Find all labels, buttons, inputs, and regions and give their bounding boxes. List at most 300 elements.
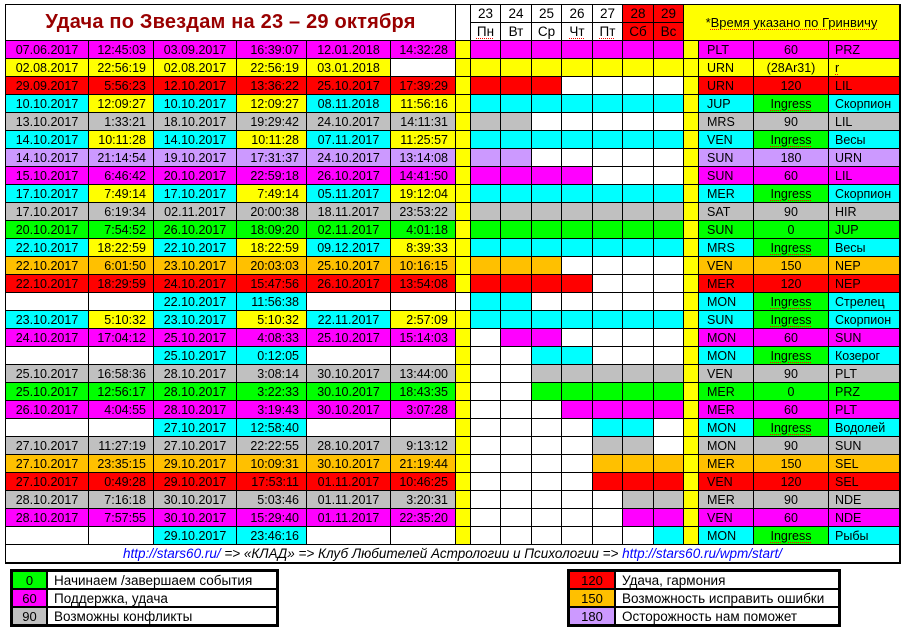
day-grid-cell-r10-d29[interactable] [654, 203, 684, 221]
time-cell-r19-c2[interactable]: 16:58:36 [89, 365, 154, 383]
day-grid-cell-r25-d26[interactable] [562, 473, 593, 491]
date-cell-r24-c5[interactable]: 30.10.2017 [307, 455, 391, 473]
time-cell-r27-c4[interactable]: 15:29:40 [237, 509, 307, 527]
target-cell-r27[interactable]: NDE [829, 509, 900, 527]
day-grid-cell-r20-d29[interactable] [654, 383, 684, 401]
day-grid-cell-r25-d29[interactable] [654, 473, 684, 491]
date-cell-r15-c5[interactable] [307, 293, 391, 311]
day-grid-cell-r27-d28[interactable] [623, 509, 654, 527]
day-grid-cell-r8-d23[interactable] [471, 167, 501, 185]
day-grid-cell-r28-d28[interactable] [623, 527, 654, 545]
planet-cell-r25[interactable]: VEN [699, 473, 754, 491]
planet-cell-r20[interactable]: MER [699, 383, 754, 401]
time-cell-r11-c6[interactable]: 4:01:18 [391, 221, 456, 239]
time-cell-r18-c2[interactable] [89, 347, 154, 365]
day-grid-cell-r4-d29[interactable] [654, 95, 684, 113]
day-grid-cell-r13-d29[interactable] [654, 257, 684, 275]
day-grid-cell-r6-d23[interactable] [471, 131, 501, 149]
day-grid-cell-r22-d29[interactable] [654, 419, 684, 437]
time-cell-r1-c6[interactable]: 14:32:28 [391, 41, 456, 59]
target-cell-r3[interactable]: LIL [829, 77, 900, 95]
date-cell-r28-c1[interactable] [6, 527, 89, 545]
planet-cell-r21[interactable]: MER [699, 401, 754, 419]
day-grid-cell-r7-d23[interactable] [471, 149, 501, 167]
date-cell-r12-c1[interactable]: 22.10.2017 [6, 239, 89, 257]
time-cell-r7-c2[interactable]: 21:14:54 [89, 149, 154, 167]
day-grid-cell-r15-d29[interactable] [654, 293, 684, 311]
date-cell-r10-c1[interactable]: 17.10.2017 [6, 203, 89, 221]
day-grid-cell-r18-d26[interactable] [562, 347, 593, 365]
date-cell-r19-c3[interactable]: 28.10.2017 [154, 365, 237, 383]
day-grid-cell-r12-d24[interactable] [501, 239, 532, 257]
aspect-value-cell-r13[interactable]: 150 [754, 257, 829, 275]
day-grid-cell-r22-d25[interactable] [532, 419, 562, 437]
date-cell-r4-c5[interactable]: 08.11.2018 [307, 95, 391, 113]
day-grid-cell-r12-d25[interactable] [532, 239, 562, 257]
time-cell-r8-c2[interactable]: 6:46:42 [89, 167, 154, 185]
planet-cell-r12[interactable]: MRS [699, 239, 754, 257]
time-cell-r20-c2[interactable]: 12:56:17 [89, 383, 154, 401]
time-cell-r5-c4[interactable]: 19:29:42 [237, 113, 307, 131]
time-cell-r26-c4[interactable]: 5:03:46 [237, 491, 307, 509]
day-name-29[interactable]: Вс [654, 23, 684, 41]
day-grid-cell-r11-d23[interactable] [471, 221, 501, 239]
day-grid-cell-r5-d24[interactable] [501, 113, 532, 131]
day-grid-cell-r8-d27[interactable] [593, 167, 623, 185]
day-grid-cell-r4-d27[interactable] [593, 95, 623, 113]
time-cell-r16-c2[interactable]: 5:10:32 [89, 311, 154, 329]
day-grid-cell-r24-d27[interactable] [593, 455, 623, 473]
target-cell-r13[interactable]: NEP [829, 257, 900, 275]
date-cell-r1-c1[interactable]: 07.06.2017 [6, 41, 89, 59]
day-grid-cell-r27-d29[interactable] [654, 509, 684, 527]
day-name-25[interactable]: Ср [532, 23, 562, 41]
planet-cell-r19[interactable]: VEN [699, 365, 754, 383]
time-cell-r21-c6[interactable]: 3:07:28 [391, 401, 456, 419]
day-grid-cell-r7-d28[interactable] [623, 149, 654, 167]
date-cell-r7-c5[interactable]: 24.10.2017 [307, 149, 391, 167]
target-cell-r11[interactable]: JUP [829, 221, 900, 239]
time-cell-r14-c2[interactable]: 18:29:59 [89, 275, 154, 293]
target-cell-r15[interactable]: Стрелец [829, 293, 900, 311]
date-cell-r22-c5[interactable] [307, 419, 391, 437]
target-cell-r6[interactable]: Весы [829, 131, 900, 149]
day-grid-cell-r1-d27[interactable] [593, 41, 623, 59]
date-cell-r16-c1[interactable]: 23.10.2017 [6, 311, 89, 329]
planet-cell-r6[interactable]: VEN [699, 131, 754, 149]
planet-cell-r1[interactable]: PLT [699, 41, 754, 59]
day-grid-cell-r6-d25[interactable] [532, 131, 562, 149]
date-cell-r21-c5[interactable]: 30.10.2017 [307, 401, 391, 419]
day-grid-cell-r7-d24[interactable] [501, 149, 532, 167]
day-grid-cell-r28-d25[interactable] [532, 527, 562, 545]
time-cell-r26-c2[interactable]: 7:16:18 [89, 491, 154, 509]
date-cell-r25-c3[interactable]: 29.10.2017 [154, 473, 237, 491]
time-cell-r20-c4[interactable]: 3:22:33 [237, 383, 307, 401]
day-grid-cell-r22-d27[interactable] [593, 419, 623, 437]
day-grid-cell-r1-d26[interactable] [562, 41, 593, 59]
aspect-value-cell-r3[interactable]: 120 [754, 77, 829, 95]
time-cell-r9-c6[interactable]: 19:12:04 [391, 185, 456, 203]
day-grid-cell-r21-d23[interactable] [471, 401, 501, 419]
time-cell-r17-c2[interactable]: 17:04:12 [89, 329, 154, 347]
day-grid-cell-r16-d23[interactable] [471, 311, 501, 329]
aspect-value-cell-r22[interactable]: Ingress [754, 419, 829, 437]
aspect-value-cell-r7[interactable]: 180 [754, 149, 829, 167]
time-cell-r4-c6[interactable]: 11:56:16 [391, 95, 456, 113]
aspect-value-cell-r1[interactable]: 60 [754, 41, 829, 59]
planet-cell-r5[interactable]: MRS [699, 113, 754, 131]
target-cell-r26[interactable]: NDE [829, 491, 900, 509]
day-grid-cell-r28-d27[interactable] [593, 527, 623, 545]
time-cell-r28-c6[interactable] [391, 527, 456, 545]
day-number-29[interactable]: 29 [654, 5, 684, 23]
day-name-27[interactable]: Пт [593, 23, 623, 41]
target-cell-r4[interactable]: Скорпион [829, 95, 900, 113]
time-cell-r26-c6[interactable]: 3:20:31 [391, 491, 456, 509]
day-grid-cell-r5-d27[interactable] [593, 113, 623, 131]
planet-cell-r7[interactable]: SUN [699, 149, 754, 167]
day-grid-cell-r19-d24[interactable] [501, 365, 532, 383]
day-grid-cell-r15-d25[interactable] [532, 293, 562, 311]
time-cell-r24-c2[interactable]: 23:35:15 [89, 455, 154, 473]
day-grid-cell-r6-d28[interactable] [623, 131, 654, 149]
day-grid-cell-r25-d24[interactable] [501, 473, 532, 491]
aspect-value-cell-r24[interactable]: 150 [754, 455, 829, 473]
day-grid-cell-r17-d23[interactable] [471, 329, 501, 347]
planet-cell-r28[interactable]: MON [699, 527, 754, 545]
target-cell-r12[interactable]: Весы [829, 239, 900, 257]
day-number-28[interactable]: 28 [623, 5, 654, 23]
aspect-value-cell-r25[interactable]: 120 [754, 473, 829, 491]
day-grid-cell-r1-d23[interactable] [471, 41, 501, 59]
time-cell-r12-c2[interactable]: 18:22:59 [89, 239, 154, 257]
date-cell-r6-c1[interactable]: 14.10.2017 [6, 131, 89, 149]
planet-cell-r24[interactable]: MER [699, 455, 754, 473]
day-grid-cell-r3-d25[interactable] [532, 77, 562, 95]
date-cell-r20-c5[interactable]: 30.10.2017 [307, 383, 391, 401]
time-cell-r28-c2[interactable] [89, 527, 154, 545]
aspect-value-cell-r4[interactable]: Ingress [754, 95, 829, 113]
day-grid-cell-r18-d29[interactable] [654, 347, 684, 365]
day-grid-cell-r4-d25[interactable] [532, 95, 562, 113]
day-grid-cell-r18-d25[interactable] [532, 347, 562, 365]
day-grid-cell-r6-d26[interactable] [562, 131, 593, 149]
day-grid-cell-r18-d24[interactable] [501, 347, 532, 365]
date-cell-r11-c1[interactable]: 20.10.2017 [6, 221, 89, 239]
target-cell-r1[interactable]: PRZ [829, 41, 900, 59]
day-number-24[interactable]: 24 [501, 5, 532, 23]
date-cell-r3-c3[interactable]: 12.10.2017 [154, 77, 237, 95]
day-grid-cell-r3-d23[interactable] [471, 77, 501, 95]
date-cell-r1-c3[interactable]: 03.09.2017 [154, 41, 237, 59]
day-grid-cell-r13-d28[interactable] [623, 257, 654, 275]
day-grid-cell-r24-d28[interactable] [623, 455, 654, 473]
date-cell-r20-c1[interactable]: 25.10.2017 [6, 383, 89, 401]
day-grid-cell-r7-d25[interactable] [532, 149, 562, 167]
day-grid-cell-r8-d24[interactable] [501, 167, 532, 185]
day-grid-cell-r14-d25[interactable] [532, 275, 562, 293]
day-grid-cell-r21-d26[interactable] [562, 401, 593, 419]
day-grid-cell-r11-d29[interactable] [654, 221, 684, 239]
day-grid-cell-r26-d26[interactable] [562, 491, 593, 509]
day-grid-cell-r4-d28[interactable] [623, 95, 654, 113]
time-cell-r2-c6[interactable] [391, 59, 456, 77]
day-grid-cell-r20-d28[interactable] [623, 383, 654, 401]
day-grid-cell-r21-d24[interactable] [501, 401, 532, 419]
target-cell-r16[interactable]: Скорпион [829, 311, 900, 329]
day-grid-cell-r27-d26[interactable] [562, 509, 593, 527]
date-cell-r14-c3[interactable]: 24.10.2017 [154, 275, 237, 293]
date-cell-r9-c1[interactable]: 17.10.2017 [6, 185, 89, 203]
target-cell-r23[interactable]: SUN [829, 437, 900, 455]
day-grid-cell-r9-d29[interactable] [654, 185, 684, 203]
aspect-value-cell-r15[interactable]: Ingress [754, 293, 829, 311]
aspect-value-cell-r20[interactable]: 0 [754, 383, 829, 401]
day-grid-cell-r9-d26[interactable] [562, 185, 593, 203]
day-grid-cell-r22-d23[interactable] [471, 419, 501, 437]
time-cell-r12-c6[interactable]: 8:39:33 [391, 239, 456, 257]
planet-cell-r27[interactable]: VEN [699, 509, 754, 527]
day-grid-cell-r12-d28[interactable] [623, 239, 654, 257]
day-grid-cell-r24-d23[interactable] [471, 455, 501, 473]
aspect-value-cell-r9[interactable]: Ingress [754, 185, 829, 203]
aspect-value-cell-r5[interactable]: 90 [754, 113, 829, 131]
aspect-value-cell-r8[interactable]: 60 [754, 167, 829, 185]
time-cell-r8-c4[interactable]: 22:59:18 [237, 167, 307, 185]
time-cell-r14-c6[interactable]: 13:54:08 [391, 275, 456, 293]
time-cell-r6-c4[interactable]: 10:11:28 [237, 131, 307, 149]
date-cell-r15-c3[interactable]: 22.10.2017 [154, 293, 237, 311]
day-grid-cell-r27-d27[interactable] [593, 509, 623, 527]
day-grid-cell-r24-d29[interactable] [654, 455, 684, 473]
date-cell-r20-c3[interactable]: 28.10.2017 [154, 383, 237, 401]
date-cell-r18-c1[interactable] [6, 347, 89, 365]
day-grid-cell-r10-d25[interactable] [532, 203, 562, 221]
day-grid-cell-r12-d27[interactable] [593, 239, 623, 257]
time-cell-r15-c6[interactable] [391, 293, 456, 311]
aspect-value-cell-r23[interactable]: 90 [754, 437, 829, 455]
planet-cell-r14[interactable]: MER [699, 275, 754, 293]
aspect-value-cell-r2[interactable]: (28Ar31) [754, 59, 829, 77]
day-grid-cell-r16-d26[interactable] [562, 311, 593, 329]
day-grid-cell-r17-d26[interactable] [562, 329, 593, 347]
day-grid-cell-r26-d28[interactable] [623, 491, 654, 509]
day-grid-cell-r2-d24[interactable] [501, 59, 532, 77]
day-grid-cell-r26-d24[interactable] [501, 491, 532, 509]
time-cell-r17-c4[interactable]: 4:08:33 [237, 329, 307, 347]
time-cell-r23-c6[interactable]: 9:13:12 [391, 437, 456, 455]
day-grid-cell-r21-d27[interactable] [593, 401, 623, 419]
day-grid-cell-r3-d26[interactable] [562, 77, 593, 95]
day-grid-cell-r14-d26[interactable] [562, 275, 593, 293]
date-cell-r13-c5[interactable]: 25.10.2017 [307, 257, 391, 275]
aspect-value-cell-r21[interactable]: 60 [754, 401, 829, 419]
date-cell-r21-c3[interactable]: 28.10.2017 [154, 401, 237, 419]
day-grid-cell-r8-d29[interactable] [654, 167, 684, 185]
day-number-26[interactable]: 26 [562, 5, 593, 23]
day-grid-cell-r20-d26[interactable] [562, 383, 593, 401]
day-grid-cell-r1-d25[interactable] [532, 41, 562, 59]
day-grid-cell-r20-d27[interactable] [593, 383, 623, 401]
date-cell-r25-c5[interactable]: 01.11.2017 [307, 473, 391, 491]
date-cell-r13-c1[interactable]: 22.10.2017 [6, 257, 89, 275]
aspect-value-cell-r18[interactable]: Ingress [754, 347, 829, 365]
time-cell-r7-c6[interactable]: 13:14:08 [391, 149, 456, 167]
date-cell-r3-c1[interactable]: 29.09.2017 [6, 77, 89, 95]
day-grid-cell-r7-d29[interactable] [654, 149, 684, 167]
day-grid-cell-r1-d29[interactable] [654, 41, 684, 59]
time-cell-r1-c4[interactable]: 16:39:07 [237, 41, 307, 59]
target-cell-r25[interactable]: SEL [829, 473, 900, 491]
time-cell-r24-c4[interactable]: 10:09:31 [237, 455, 307, 473]
date-cell-r28-c3[interactable]: 29.10.2017 [154, 527, 237, 545]
day-grid-cell-r17-d24[interactable] [501, 329, 532, 347]
aspect-value-cell-r28[interactable]: Ingress [754, 527, 829, 545]
day-grid-cell-r19-d25[interactable] [532, 365, 562, 383]
time-cell-r27-c6[interactable]: 22:35:20 [391, 509, 456, 527]
date-cell-r18-c3[interactable]: 25.10.2017 [154, 347, 237, 365]
time-cell-r28-c4[interactable]: 23:46:16 [237, 527, 307, 545]
day-number-25[interactable]: 25 [532, 5, 562, 23]
day-grid-cell-r17-d25[interactable] [532, 329, 562, 347]
date-cell-r11-c5[interactable]: 02.11.2017 [307, 221, 391, 239]
target-cell-r17[interactable]: SUN [829, 329, 900, 347]
day-grid-cell-r19-d29[interactable] [654, 365, 684, 383]
day-grid-cell-r19-d28[interactable] [623, 365, 654, 383]
date-cell-r2-c5[interactable]: 03.01.2018 [307, 59, 391, 77]
day-grid-cell-r23-d28[interactable] [623, 437, 654, 455]
planet-cell-r23[interactable]: MON [699, 437, 754, 455]
aspect-value-cell-r16[interactable]: Ingress [754, 311, 829, 329]
day-grid-cell-r26-d27[interactable] [593, 491, 623, 509]
time-cell-r23-c4[interactable]: 22:22:55 [237, 437, 307, 455]
date-cell-r23-c3[interactable]: 27.10.2017 [154, 437, 237, 455]
day-grid-cell-r28-d29[interactable] [654, 527, 684, 545]
day-grid-cell-r6-d27[interactable] [593, 131, 623, 149]
date-cell-r22-c1[interactable] [6, 419, 89, 437]
day-grid-cell-r3-d29[interactable] [654, 77, 684, 95]
day-grid-cell-r8-d26[interactable] [562, 167, 593, 185]
date-cell-r2-c3[interactable]: 02.08.2017 [154, 59, 237, 77]
day-grid-cell-r28-d24[interactable] [501, 527, 532, 545]
day-grid-cell-r18-d27[interactable] [593, 347, 623, 365]
time-cell-r13-c2[interactable]: 6:01:50 [89, 257, 154, 275]
date-cell-r12-c5[interactable]: 09.12.2017 [307, 239, 391, 257]
date-cell-r9-c3[interactable]: 17.10.2017 [154, 185, 237, 203]
day-grid-cell-r2-d28[interactable] [623, 59, 654, 77]
time-cell-r3-c6[interactable]: 17:39:29 [391, 77, 456, 95]
date-cell-r16-c5[interactable]: 22.11.2017 [307, 311, 391, 329]
aspect-value-cell-r6[interactable]: Ingress [754, 131, 829, 149]
day-grid-cell-r21-d25[interactable] [532, 401, 562, 419]
time-cell-r15-c2[interactable] [89, 293, 154, 311]
day-grid-cell-r7-d27[interactable] [593, 149, 623, 167]
day-grid-cell-r17-d29[interactable] [654, 329, 684, 347]
day-number-23[interactable]: 23 [471, 5, 501, 23]
day-grid-cell-r16-d24[interactable] [501, 311, 532, 329]
day-grid-cell-r13-d23[interactable] [471, 257, 501, 275]
day-grid-cell-r12-d23[interactable] [471, 239, 501, 257]
day-grid-cell-r15-d28[interactable] [623, 293, 654, 311]
time-cell-r15-c4[interactable]: 11:56:38 [237, 293, 307, 311]
aspect-value-cell-r19[interactable]: 90 [754, 365, 829, 383]
planet-cell-r11[interactable]: SUN [699, 221, 754, 239]
time-cell-r7-c4[interactable]: 17:31:37 [237, 149, 307, 167]
day-grid-cell-r16-d27[interactable] [593, 311, 623, 329]
day-grid-cell-r23-d29[interactable] [654, 437, 684, 455]
date-cell-r27-c1[interactable]: 28.10.2017 [6, 509, 89, 527]
day-grid-cell-r23-d26[interactable] [562, 437, 593, 455]
day-grid-cell-r10-d23[interactable] [471, 203, 501, 221]
time-cell-r4-c4[interactable]: 12:09:27 [237, 95, 307, 113]
day-grid-cell-r27-d23[interactable] [471, 509, 501, 527]
time-cell-r22-c2[interactable] [89, 419, 154, 437]
day-grid-cell-r2-d27[interactable] [593, 59, 623, 77]
time-cell-r6-c6[interactable]: 11:25:57 [391, 131, 456, 149]
day-grid-cell-r24-d25[interactable] [532, 455, 562, 473]
date-cell-r14-c5[interactable]: 26.10.2017 [307, 275, 391, 293]
planet-cell-r10[interactable]: SAT [699, 203, 754, 221]
date-cell-r27-c5[interactable]: 01.11.2017 [307, 509, 391, 527]
planet-cell-r8[interactable]: SUN [699, 167, 754, 185]
target-cell-r2[interactable]: r [829, 59, 900, 77]
date-cell-r2-c1[interactable]: 02.08.2017 [6, 59, 89, 77]
date-cell-r17-c1[interactable]: 24.10.2017 [6, 329, 89, 347]
day-grid-cell-r19-d27[interactable] [593, 365, 623, 383]
day-grid-cell-r4-d23[interactable] [471, 95, 501, 113]
day-grid-cell-r16-d29[interactable] [654, 311, 684, 329]
date-cell-r5-c1[interactable]: 13.10.2017 [6, 113, 89, 131]
date-cell-r26-c3[interactable]: 30.10.2017 [154, 491, 237, 509]
planet-cell-r3[interactable]: URN [699, 77, 754, 95]
time-cell-r25-c6[interactable]: 10:46:25 [391, 473, 456, 491]
date-cell-r5-c5[interactable]: 24.10.2017 [307, 113, 391, 131]
time-cell-r11-c2[interactable]: 7:54:52 [89, 221, 154, 239]
day-grid-cell-r11-d24[interactable] [501, 221, 532, 239]
day-grid-cell-r21-d29[interactable] [654, 401, 684, 419]
time-cell-r19-c4[interactable]: 3:08:14 [237, 365, 307, 383]
time-cell-r5-c2[interactable]: 1:33:21 [89, 113, 154, 131]
day-grid-cell-r22-d24[interactable] [501, 419, 532, 437]
day-grid-cell-r25-d27[interactable] [593, 473, 623, 491]
day-grid-cell-r18-d28[interactable] [623, 347, 654, 365]
day-grid-cell-r23-d27[interactable] [593, 437, 623, 455]
date-cell-r25-c1[interactable]: 27.10.2017 [6, 473, 89, 491]
date-cell-r23-c1[interactable]: 27.10.2017 [6, 437, 89, 455]
day-number-27[interactable]: 27 [593, 5, 623, 23]
time-cell-r18-c6[interactable] [391, 347, 456, 365]
day-name-24[interactable]: Вт [501, 23, 532, 41]
time-cell-r14-c4[interactable]: 15:47:56 [237, 275, 307, 293]
day-grid-cell-r12-d29[interactable] [654, 239, 684, 257]
date-cell-r4-c3[interactable]: 10.10.2017 [154, 95, 237, 113]
time-cell-r18-c4[interactable]: 0:12:05 [237, 347, 307, 365]
date-cell-r26-c5[interactable]: 01.11.2017 [307, 491, 391, 509]
day-grid-cell-r14-d24[interactable] [501, 275, 532, 293]
time-cell-r16-c4[interactable]: 5:10:32 [237, 311, 307, 329]
time-cell-r6-c2[interactable]: 10:11:28 [89, 131, 154, 149]
time-cell-r5-c6[interactable]: 14:11:31 [391, 113, 456, 131]
day-grid-cell-r25-d28[interactable] [623, 473, 654, 491]
time-cell-r4-c2[interactable]: 12:09:27 [89, 95, 154, 113]
day-grid-cell-r1-d28[interactable] [623, 41, 654, 59]
day-grid-cell-r20-d25[interactable] [532, 383, 562, 401]
date-cell-r5-c3[interactable]: 18.10.2017 [154, 113, 237, 131]
target-cell-r22[interactable]: Водолей [829, 419, 900, 437]
day-grid-cell-r7-d26[interactable] [562, 149, 593, 167]
day-grid-cell-r4-d26[interactable] [562, 95, 593, 113]
